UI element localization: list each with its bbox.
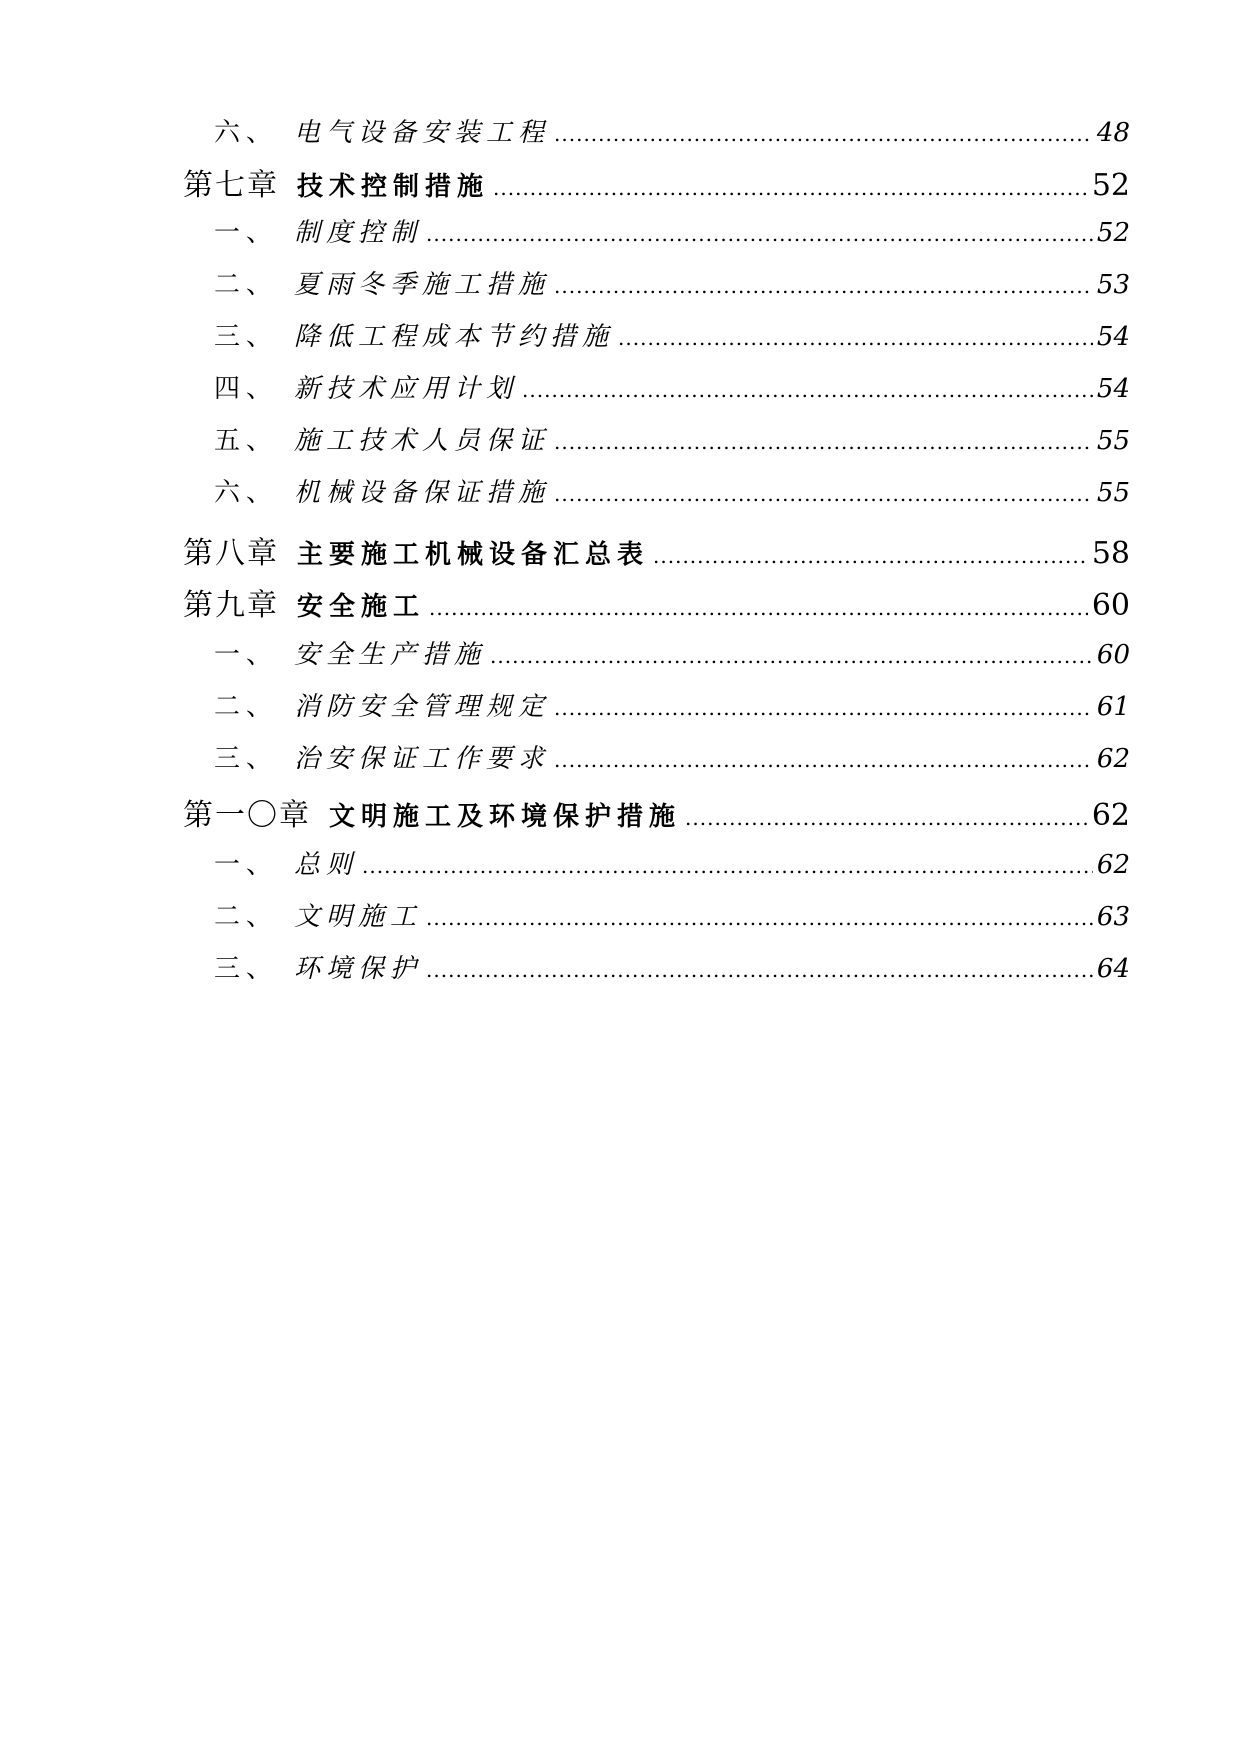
toc-entry-number: 第八章 [183,536,279,571]
toc-entry-title: 机械设备保证措施 [294,478,551,508]
toc-entry-number: 六、 [214,118,279,148]
toc-entry-title: 技术控制措施 [297,172,490,202]
toc-entry-title: 夏雨冬季施工措施 [294,270,551,300]
toc-entry-section[interactable] [214,738,1130,774]
toc-entry-title: 文明施工 [294,902,423,932]
toc-leader-dots [685,806,1088,830]
toc-entry-page: 62 [1096,850,1130,880]
toc-entry-title: 新技术应用计划 [294,374,519,404]
toc-entry-number: 第一〇章 [183,798,311,833]
toc-leader-dots [554,430,1093,454]
toc-entry-number: 第九章 [183,588,279,623]
toc-entry-number: 三、 [214,954,279,984]
toc-entry-title: 文明施工及环境保护措施 [329,802,682,832]
toc-entry-number: 二、 [214,270,279,300]
toc-entry-chapter[interactable] [183,580,1130,623]
toc-entry-page: 55 [1096,426,1130,456]
toc-entry-page: 63 [1096,902,1130,932]
toc-leader-dots [493,176,1088,200]
toc-entry-title: 治安保证工作要求 [294,744,551,774]
toc-entry-title: 施工技术人员保证 [294,426,551,456]
toc-entry-title: 主要施工机械设备汇总表 [297,540,650,570]
toc-entry-page: 52 [1096,218,1130,248]
toc-leader-dots [618,326,1093,350]
toc-entry-section[interactable] [214,212,1130,248]
toc-leader-dots [554,748,1093,772]
toc-entry-chapter[interactable] [183,790,1130,833]
toc-entry-page: 53 [1096,270,1130,300]
toc-entry-page: 61 [1096,692,1130,722]
toc-entry-title: 消防安全管理规定 [294,692,551,722]
toc-entry-number: 一、 [214,640,279,670]
toc-entry-section[interactable] [214,844,1130,880]
toc-entry-section[interactable] [214,112,1130,148]
toc-entry-title: 制度控制 [294,218,423,248]
toc-leader-dots [554,274,1093,298]
toc-entry-chapter[interactable] [183,528,1130,571]
toc-entry-page: 62 [1091,798,1130,833]
toc-entry-section[interactable] [214,896,1130,932]
toc-entry-section[interactable] [214,316,1130,352]
toc-leader-dots [490,644,1093,668]
toc-leader-dots [362,854,1093,878]
toc-entry-page: 60 [1091,588,1130,623]
toc-entry-number: 二、 [214,692,279,722]
toc-leader-dots [522,378,1093,402]
toc-entry-number: 三、 [214,744,279,774]
toc-entry-page: 58 [1091,536,1130,571]
toc-entry-title: 安全生产措施 [294,640,487,670]
toc-entry-page: 62 [1096,744,1130,774]
toc-leader-dots [429,596,1088,620]
toc-entry-section[interactable] [214,948,1130,984]
toc-entry-page: 54 [1096,322,1130,352]
toc-entry-page: 52 [1091,168,1130,203]
toc-entry-section[interactable] [214,264,1130,300]
toc-entry-title: 降低工程成本节约措施 [294,322,615,352]
toc-leader-dots [653,544,1088,568]
toc-entry-section[interactable] [214,420,1130,456]
toc-entry-number: 三、 [214,322,279,352]
toc-entry-page: 55 [1096,478,1130,508]
toc-leader-dots [554,482,1093,506]
toc-entry-title: 总则 [294,850,359,880]
toc-leader-dots [426,222,1093,246]
toc-entry-section[interactable] [214,634,1130,670]
toc-entry-title: 安全施工 [297,592,426,622]
toc-entry-section[interactable] [214,368,1130,404]
toc-entry-number: 五、 [214,426,279,456]
toc-entry-title: 环境保护 [294,954,423,984]
toc-entry-chapter[interactable] [183,160,1130,203]
toc-entry-number: 六、 [214,478,279,508]
toc-entry-page: 48 [1096,118,1130,148]
toc-leader-dots [426,906,1093,930]
toc-entry-page: 64 [1096,954,1130,984]
toc-entry-section[interactable] [214,472,1130,508]
toc-entry-page: 60 [1096,640,1130,670]
toc-entry-page: 54 [1096,374,1130,404]
toc-entry-number: 一、 [214,850,279,880]
toc-entry-title: 电气设备安装工程 [294,118,551,148]
toc-leader-dots [554,122,1093,146]
toc-entry-number: 一、 [214,218,279,248]
toc-leader-dots [554,696,1093,720]
toc-entry-section[interactable] [214,686,1130,722]
toc-entry-number: 第七章 [183,168,279,203]
toc-leader-dots [426,958,1093,982]
toc-entry-number: 四、 [214,374,279,404]
toc-entry-number: 二、 [214,902,279,932]
